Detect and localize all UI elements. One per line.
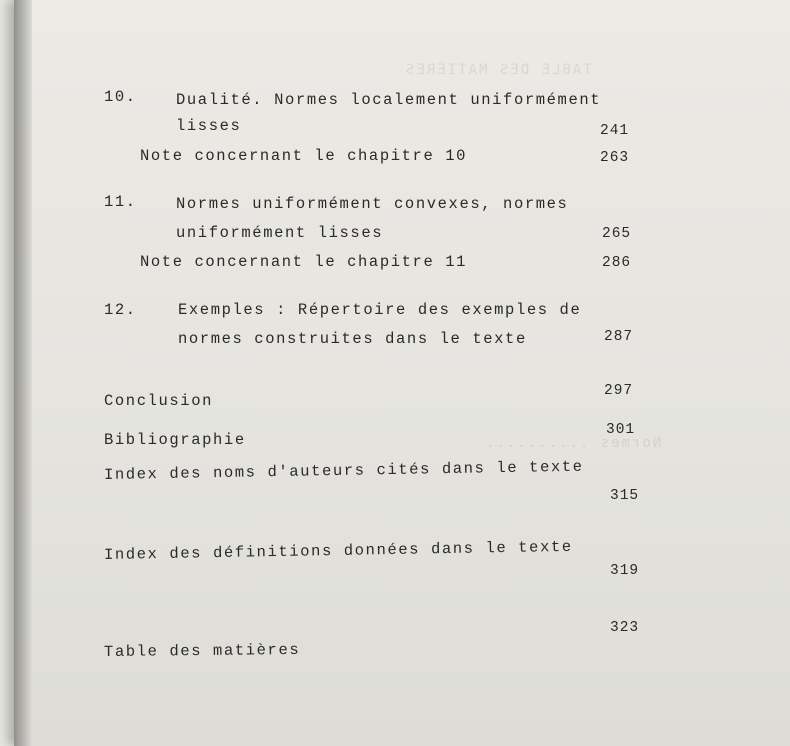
chapter-11-page: 265 [602, 226, 632, 242]
chapter-10-number: 10. [104, 88, 137, 106]
bibliographie-page: 301 [606, 422, 636, 438]
table-matieres-label: Table des matières [103, 640, 301, 661]
chapter-11-title-line2: uniformément lisses [176, 224, 384, 242]
document-page [14, 0, 790, 746]
chapter-11-note: Note concernant le chapitre 11 [140, 253, 468, 271]
conclusion-page: 297 [604, 383, 634, 399]
show-through-text: TABLE DES MATIÈRES [404, 62, 592, 78]
show-through-text: Normes .......... [484, 435, 662, 451]
chapter-12-page: 287 [604, 329, 634, 345]
chapter-11-title-line1: Normes uniformément convexes, normes [176, 195, 569, 213]
chapter-11-number: 11. [104, 193, 137, 211]
table-matieres-page: 323 [610, 620, 640, 636]
bibliographie-label: Bibliographie [104, 431, 246, 449]
chapter-10-title-line1: Dualité. Normes localement uniformément [176, 91, 602, 109]
page-edge-shadow [14, 0, 32, 746]
chapter-11-note-page: 286 [602, 255, 632, 271]
chapter-12-number: 12. [104, 301, 137, 319]
chapter-10-page: 241 [600, 123, 630, 139]
chapter-12-title-line2: normes construites dans le texte [178, 330, 527, 348]
index-auteurs-label: Index des noms d'auteurs cités dans le texte [103, 457, 584, 484]
chapter-12-title-line1: Exemples : Répertoire des exemples de [178, 301, 582, 319]
conclusion-label: Conclusion [104, 392, 214, 410]
index-definitions-label: Index des définitions données dans le texte [103, 537, 573, 564]
chapter-10-title-line2: lisses [176, 117, 242, 135]
index-definitions-page: 319 [610, 563, 640, 579]
chapter-10-note-page: 263 [600, 150, 630, 166]
chapter-10-note: Note concernant le chapitre 10 [140, 147, 468, 165]
index-auteurs-page: 315 [610, 488, 640, 504]
